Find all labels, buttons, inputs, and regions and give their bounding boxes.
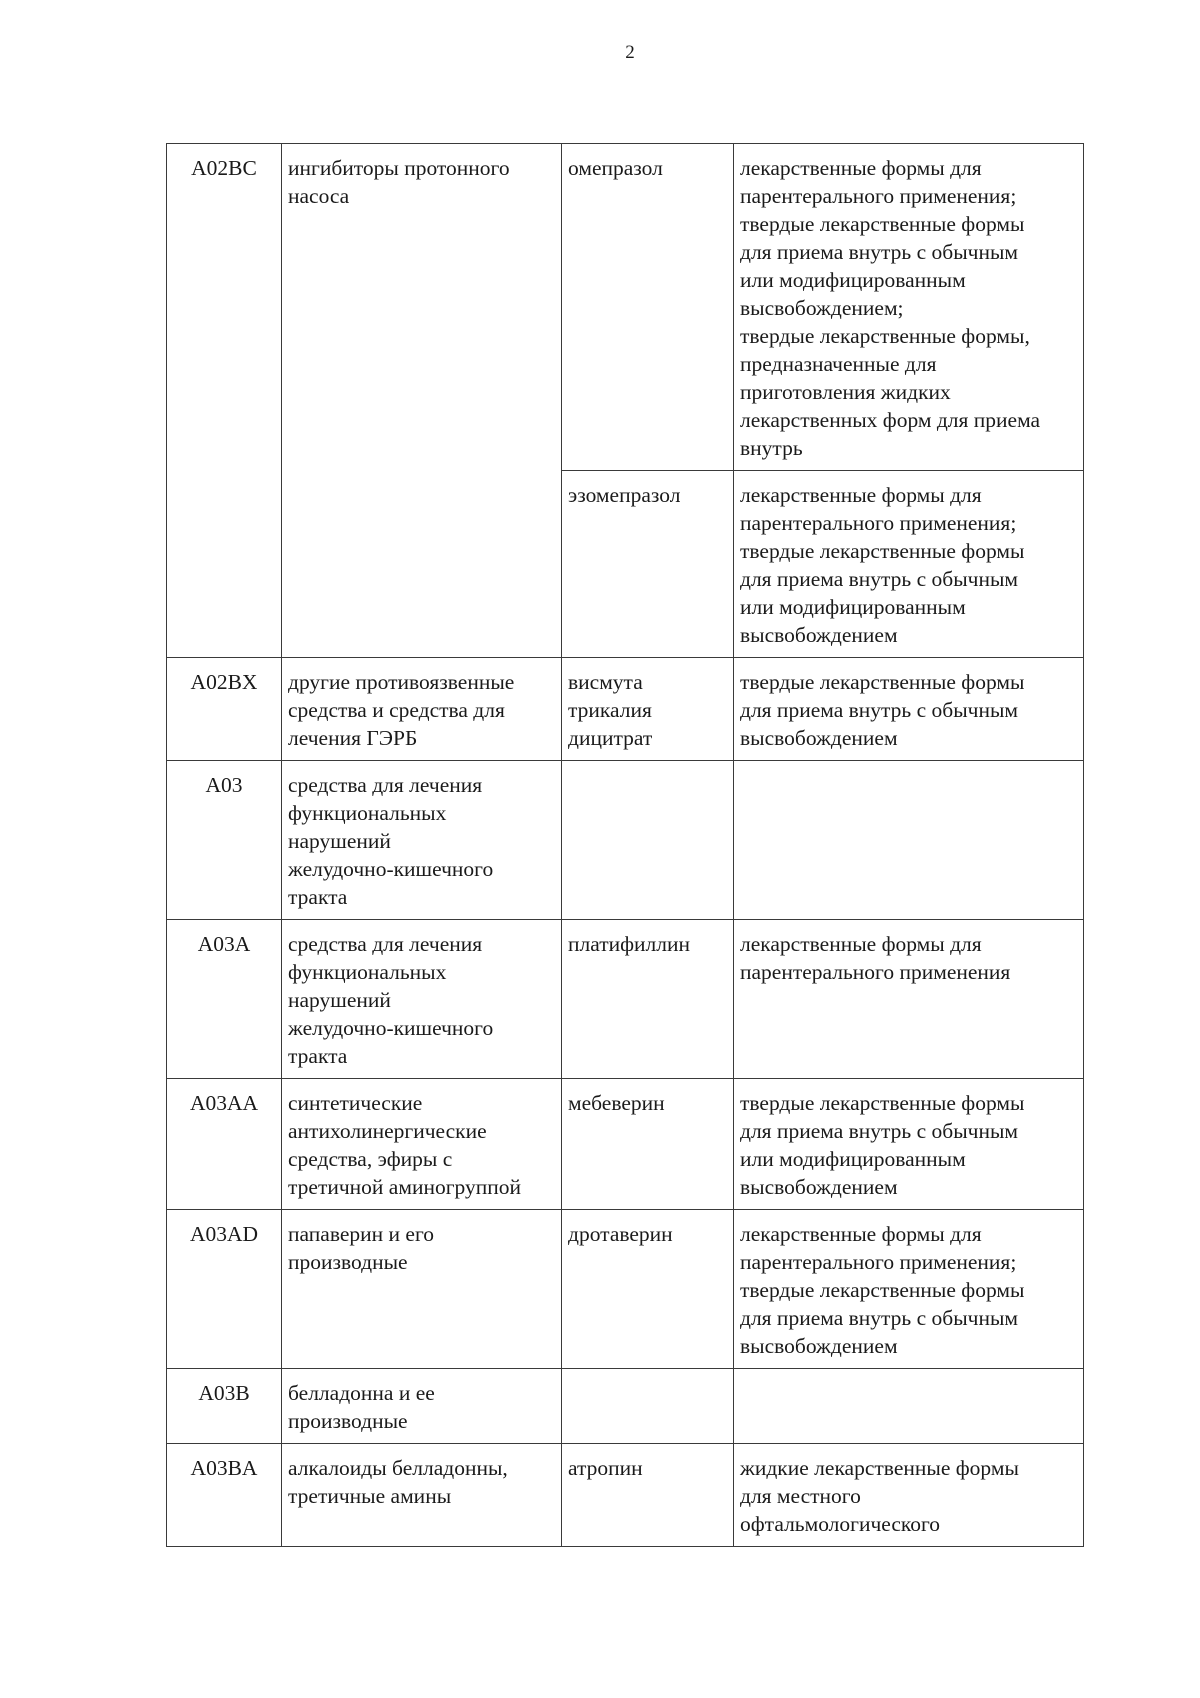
drug-cell [562, 658, 734, 761]
forms-line: или модифицированным [740, 1147, 966, 1171]
forms-cell [734, 144, 1084, 471]
forms-line: высвобождением [740, 1175, 898, 1199]
table-row [167, 1210, 1084, 1369]
forms-line: парентерального применения; [740, 1250, 1017, 1274]
drug-line: омепразол [568, 156, 663, 180]
forms-line: предназначенные для [740, 352, 937, 376]
table-row [167, 144, 1084, 471]
group-line: тракта [288, 1044, 348, 1068]
table-row [167, 761, 1084, 920]
group-cell [282, 920, 562, 1079]
group-line: антихолинергические [288, 1119, 487, 1143]
forms-line: высвобождением [740, 726, 898, 750]
forms-cell [734, 761, 1084, 920]
forms-line: твердые лекарственные формы, [740, 324, 1030, 348]
drug-line: платифиллин [568, 932, 691, 956]
group-cell [282, 1079, 562, 1210]
atc-code-cell [167, 144, 282, 658]
group-line: третичные амины [288, 1484, 452, 1508]
atc-code-cell [167, 1369, 282, 1444]
forms-line: для приема внутрь с обычным [740, 240, 1019, 264]
forms-line: лекарственные формы для [740, 483, 982, 507]
drug-line: дицитрат [568, 726, 653, 750]
group-line: функциональных [288, 960, 447, 984]
atc-code: A03AD [189, 1222, 259, 1246]
forms-line: для приема внутрь с обычным [740, 1119, 1019, 1143]
drug-table [166, 143, 1084, 1547]
table-row [167, 1369, 1084, 1444]
table-row [167, 1444, 1084, 1547]
group-line: производные [288, 1409, 408, 1433]
forms-cell [734, 920, 1084, 1079]
atc-code-cell [167, 1079, 282, 1210]
forms-line: лекарственных форм для приема [740, 408, 1041, 432]
drug-line: висмута [568, 670, 643, 694]
forms-line: лекарственные формы для [740, 932, 982, 956]
group-line: желудочно-кишечного [288, 857, 494, 881]
drug-cell [562, 1210, 734, 1369]
table-row [167, 658, 1084, 761]
forms-line: высвобождением [740, 623, 898, 647]
group-line: ингибиторы протонного [288, 156, 510, 180]
group-line: алкалоиды белладонны, [288, 1456, 508, 1480]
forms-line: твердые лекарственные формы [740, 1091, 1025, 1115]
group-cell [282, 761, 562, 920]
group-line: другие противоязвенные [288, 670, 515, 694]
forms-line: или модифицированным [740, 268, 966, 292]
forms-line: для приема внутрь с обычным [740, 698, 1019, 722]
forms-line: для приема внутрь с обычным [740, 567, 1019, 591]
group-cell [282, 658, 562, 761]
forms-line: твердые лекарственные формы [740, 212, 1025, 236]
page-number: 2 [625, 42, 635, 63]
drug-line: атропин [568, 1456, 643, 1480]
table-row [167, 1079, 1084, 1210]
group-line: синтетические [288, 1091, 423, 1115]
group-line: насоса [288, 184, 350, 208]
atc-code: A03B [198, 1381, 250, 1405]
forms-line: твердые лекарственные формы [740, 670, 1025, 694]
group-line: третичной аминогруппой [288, 1175, 522, 1199]
forms-line: парентерального применения; [740, 511, 1017, 535]
atc-code: A03BA [190, 1456, 258, 1480]
drug-cell [562, 761, 734, 920]
group-line: желудочно-кишечного [288, 1016, 494, 1040]
forms-cell [734, 658, 1084, 761]
group-line: нарушений [288, 988, 391, 1012]
forms-cell [734, 471, 1084, 658]
drug-cell [562, 1079, 734, 1210]
group-line: средства и средства для [288, 698, 505, 722]
forms-line: для местного [740, 1484, 861, 1508]
drug-cell [562, 920, 734, 1079]
group-line: средства, эфиры с [288, 1147, 453, 1171]
group-line: тракта [288, 885, 348, 909]
atc-code: A03 [205, 773, 243, 797]
group-cell [282, 144, 562, 658]
atc-code-cell [167, 920, 282, 1079]
drug-line: дротаверин [568, 1222, 673, 1246]
forms-line: высвобождением; [740, 296, 904, 320]
drug-cell [562, 471, 734, 658]
drug-cell [562, 1444, 734, 1547]
drug-line: трикалия [568, 698, 652, 722]
atc-code: A02BX [190, 670, 258, 694]
forms-line: лекарственные формы для [740, 156, 982, 180]
forms-line: жидкие лекарственные формы [740, 1456, 1019, 1480]
forms-line: парентерального применения; [740, 184, 1017, 208]
forms-line: внутрь [740, 436, 803, 460]
forms-line: для приема внутрь с обычным [740, 1306, 1019, 1330]
forms-line: твердые лекарственные формы [740, 539, 1025, 563]
forms-cell [734, 1444, 1084, 1547]
atc-code-cell [167, 1444, 282, 1547]
atc-code: A03AA [189, 1091, 259, 1115]
drug-cell [562, 144, 734, 471]
atc-code-cell [167, 1210, 282, 1369]
group-line: производные [288, 1250, 408, 1274]
forms-line: лекарственные формы для [740, 1222, 982, 1246]
group-cell [282, 1369, 562, 1444]
atc-code: A02BC [191, 156, 257, 180]
atc-code-cell [167, 658, 282, 761]
group-line: белладонна и ее [288, 1381, 435, 1405]
forms-cell [734, 1079, 1084, 1210]
drug-line: эзомепразол [568, 483, 681, 507]
forms-line: офтальмологического [740, 1512, 941, 1536]
forms-cell [734, 1210, 1084, 1369]
forms-line: приготовления жидких [740, 380, 951, 404]
forms-line: или модифицированным [740, 595, 966, 619]
atc-code: A03A [197, 932, 251, 956]
group-line: средства для лечения [288, 932, 483, 956]
table-row [167, 920, 1084, 1079]
drug-line: мебеверин [568, 1091, 665, 1115]
group-cell [282, 1210, 562, 1369]
forms-line: парентерального применения [740, 960, 1011, 984]
group-line: нарушений [288, 829, 391, 853]
atc-code-cell [167, 761, 282, 920]
group-cell [282, 1444, 562, 1547]
group-line: средства для лечения [288, 773, 483, 797]
group-line: лечения ГЭРБ [288, 726, 418, 750]
drug-cell [562, 1369, 734, 1444]
forms-cell [734, 1369, 1084, 1444]
forms-line: высвобождением [740, 1334, 898, 1358]
group-line: папаверин и его [288, 1222, 434, 1246]
group-line: функциональных [288, 801, 447, 825]
forms-line: твердые лекарственные формы [740, 1278, 1025, 1302]
